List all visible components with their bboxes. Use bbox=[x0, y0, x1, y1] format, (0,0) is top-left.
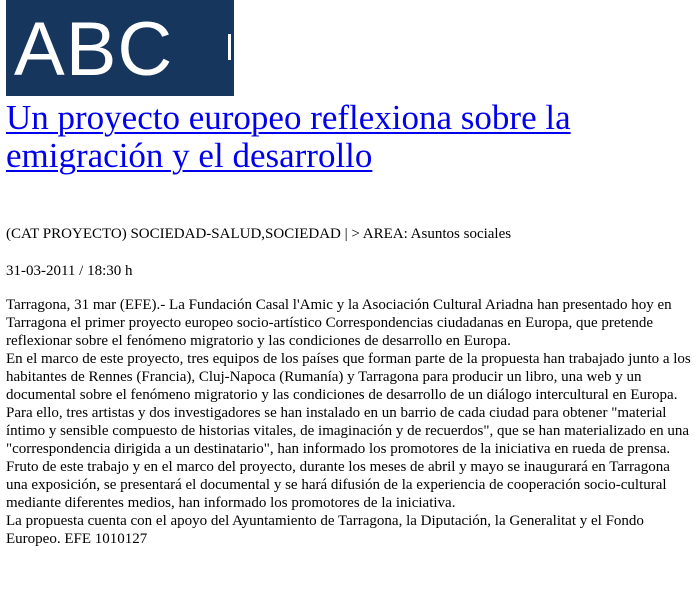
article-paragraph: La propuesta cuenta con el apoyo del Ayuntamiento de Tarragona, la Diputación, la Generalitat y el Fondo Europeo. EFE 1010127 bbox=[6, 513, 644, 547]
article-date: 31-03-2011 / 18:30 h bbox=[6, 263, 133, 279]
article-paragraph: Fruto de este trabajo y en el marco del proyecto, durante los meses de abril y mayo se inaugurará en Tarragona una exposición, se presentará el documental y se hará difusión de la experiencia de cooperación socio-cultural mediante diferentes medios, han informado los promotores de la iniciativa. bbox=[6, 459, 670, 511]
logo-divider bbox=[228, 34, 231, 60]
article-paragraph: Para ello, tres artistas y dos investigadores se han instalado en un barrio de cada ciudad para obtener "material íntimo y sensible compuesto de historias vitales, de imaginación y de recuerdos", que se han materializado en una "correspondencia dirigida a un destinatario", han informado los promotores de la iniciativa en rueda de prensa. bbox=[6, 405, 690, 457]
article-section-line: (CAT PROYECTO) SOCIEDAD-SALUD,SOCIEDAD | > AREA: Asuntos sociales bbox=[6, 226, 512, 242]
article-paragraph: Tarragona, 31 mar (EFE).- La Fundación Casal l'Amic y la Asociación Cultural Ariadna han presentado hoy en Tarragona el primer proyecto europeo socio-artístico Correspondencias ciudadanas en Europa, que pretende reflexionar sobre el fenómeno migratorio y las condiciones de desarrollo en Europa. bbox=[6, 297, 672, 349]
article-headline-link[interactable]: Un proyecto europeo reflexiona sobre la emigración y el desarrollo bbox=[6, 98, 571, 175]
logo-text: ABC bbox=[14, 7, 174, 92]
article-paragraph: En el marco de este proyecto, tres equipos de los países que forman parte de la propuesta han trabajado junto a los habitantes de Rennes (Francia), Cluj-Napoca (Rumanía) y Tarragona para producir un libro, una web y un documental sobre el fenómeno migratorio y las condiciones de desarrollo de un diálogo intercultural en Europa. bbox=[6, 351, 691, 403]
article-body bbox=[6, 296, 692, 548]
abc-logo bbox=[6, 0, 234, 96]
